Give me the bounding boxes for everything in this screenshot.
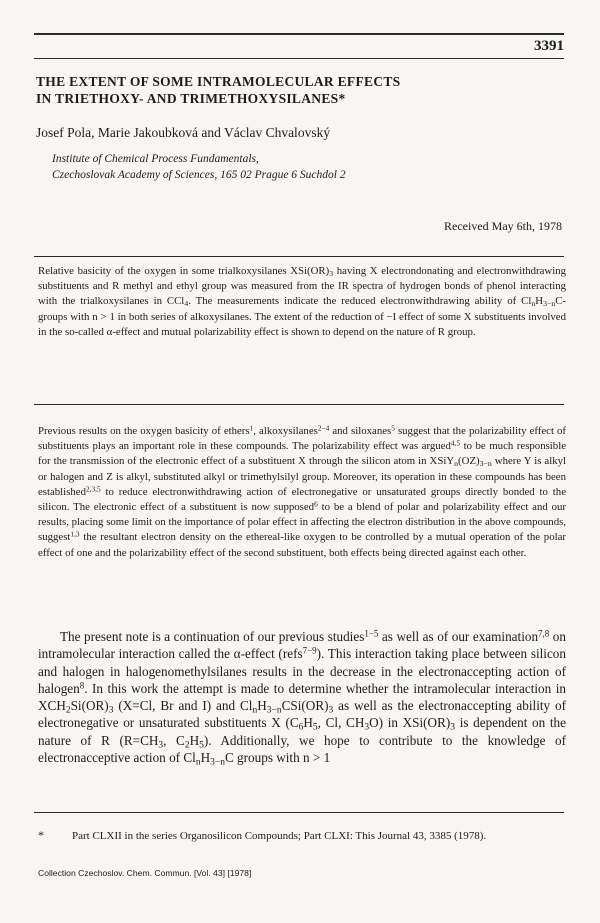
received-date: Received May 6th, 1978 [444, 219, 562, 233]
footnote-text: Part CLXII in the series Organosilicon Compounds; Part CLXI: This Journal 43, 3385 (1978). [72, 830, 487, 842]
abstract: Relative basicity of the oxygen in some trialkoxysilanes $XSi(OR)_3$ having X electrondonating and electronwithdrawing substituents and R methyl and ethyl group was measured from the IR spectra of hydrogen bonds of phenol interacting with the trialkoxysilanes in CCl$_4$. The measurements indicate the reduced electronwithdrawing ability of $Cl_nH_{3-n}C$-groups with n > 1 in both series of alkoxysilanes. The extent of the reduction of −I effect of some X substituents involved in the so-called α-effect and mutual polarizability effect is shown to depend on the nature of R group. [38, 265, 567, 338]
affiliation [52, 151, 346, 183]
footnote [38, 828, 566, 844]
authors: Josef Pola, Marie Jakoubková and Václav Chvalovský [36, 125, 331, 140]
main-paragraph: The present note is a continuation of our previous studies$^{1-5}$ as well as of our examination$^{7,8}$ on intramolecular interaction called the α-effect (refs$^{7-9}$). This interaction taking place between silicon and halogen in halogenomethylsilanes results in the decrease in the electronaccepting action of halogen$^8$. In this work the attempt is made to determine whether the intramolecular interaction in $XCH_2Si(OR)_3$ (X=Cl, Br and I) and $Cl_nH_{3-n}CSi(OR)_3$ as well as the electronaccepting ability of electronegative or unsaturated substituents X ($C_6H_5$, Cl, $CH_3O$) in $XSi(OR)_3$ is dependent on the nature of R ($R=CH_3$, $C_2H_5$). Additionally, we hope to contribute to the knowledge of electronacceptive action of $Cl_nH_{3-n}C$ groups with n > 1 [38, 628, 566, 768]
affiliation-line-2: Czechoslovak Academy of Sciences, 165 02 Prague 6 Suchdol 2 [52, 169, 346, 181]
abstract-bottom-rule [34, 404, 564, 405]
header-rule [34, 58, 564, 59]
title-line-1: THE EXTENT OF SOME INTRAMOLECULAR EFFECTS [36, 74, 401, 89]
article-title [36, 73, 556, 107]
title-line-2: IN TRIETHOXY- AND TRIMETHOXYSILANES* [36, 91, 346, 106]
journal-footer: Collection Czechoslov. Chem. Commun. [Vol. 43] [1978] [38, 868, 252, 878]
footnote-marker: * [38, 828, 44, 842]
page-number: 3391 [534, 38, 564, 54]
introduction-paragraph: Previous results on the oxygen basicity of ethers$^1$, alkoxysilanes$^{2-4}$ and siloxanes$^5$ suggest that the polarizability effect of substituents plays an important role in these compounds. The polarizability effect was argued$^{4,5}$ to be much responsible for the transmission of the electronic effect of a substituent X through the silicon atom in $XSiY_n(OZ)_{3-n}$ where Y is alkyl or halogen and Z is alkyl, substituted alkyl or trimethylsilyl group. Moreover, its operation in these compounds has been established$^{2,3,5}$ to reduce electronwithdrawing action of electronegative or unsaturated groups directly bonded to the silicon. The electronic effect of a substituent is now supposed$^6$ to be a blend of polar and polarizability effect and our results, placing some limit on the importance of polar effect in affecting the electron distribution in the above compounds, suggest$^{1,3}$ the resultant electron density on the ethereal-like oxygen to be controlled by a mutual operation of the polar effect of one and the polarizability effect of the second substituent, both effects being directed against each other. [38, 423, 567, 559]
top-rule [34, 33, 564, 35]
affiliation-line-1: Institute of Chemical Process Fundamentals, [52, 153, 259, 165]
abstract-top-rule [34, 256, 564, 257]
footnote-rule [34, 812, 564, 813]
